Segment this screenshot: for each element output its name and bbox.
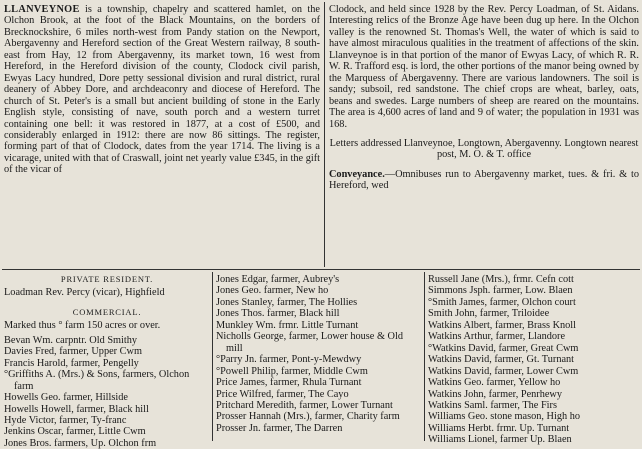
list-item: °Powell Philip, farmer, Middle Cwm	[216, 365, 368, 377]
commercial-note: Marked thus ° farm 150 acres or over.	[4, 320, 161, 332]
list-item: Davies Fred, farmer, Upper Cwm	[4, 346, 142, 358]
list-item: Hyde Victor, farmer, Ty-franc	[4, 414, 127, 426]
list-item: Prosser Hannah (Mrs.), farmer, Charity farm	[216, 411, 400, 423]
list-item: Loadman Rev. Percy (vicar), Highfield	[4, 287, 165, 299]
list-item: Smith John, farmer, Triloidee	[428, 308, 550, 320]
list-item: Williams Geo. stone mason, High ho	[428, 411, 581, 423]
list-item: Bevan Wm. carpntr. Old Smithy	[4, 334, 138, 346]
list-item: °Parry Jn. farmer, Pont-y-Mewdwy	[216, 354, 362, 366]
list-item: Howells Howell, farmer, Black hill	[4, 403, 149, 415]
column-divider-top	[324, 2, 325, 267]
list-item: Watkins David, farmer, Gt. Turnant	[428, 354, 575, 366]
list-item: Jones Bros. farmers, Up. Olchon frm	[4, 437, 157, 449]
list-item: Williams Herbt. frmr. Up. Turnant	[428, 422, 570, 434]
list-item: Watkins Geo. farmer, Yellow ho	[428, 377, 561, 389]
list-item: Williams Lionel, farmer Up. Blaen	[428, 434, 572, 446]
residents-column-3	[428, 274, 640, 446]
commercial-heading: COMMERCIAL.	[72, 306, 142, 317]
description-paragraph	[4, 4, 320, 176]
list-item: Jones Geo. farmer, New ho	[216, 285, 329, 297]
list-item: Jones Edgar, farmer, Aubrey's	[216, 274, 340, 285]
list-item: Howells Geo. farmer, Hillside	[4, 392, 128, 404]
description-right-column	[329, 4, 639, 192]
conveyance-label: Conveyance.	[329, 168, 385, 180]
list-item: Russell Jane (Mrs.), frmr. Cefn cott	[428, 274, 574, 285]
list-item: Nicholls George, farmer, Lower house & Old mill	[216, 331, 403, 354]
list-item: Watkins John, farmer, Penrhewy	[428, 388, 563, 400]
column-divider-2	[424, 272, 425, 441]
letters-line: Letters addressed Llanveynoe, Longtown, Abergavenny. Longtown nearest post, M. O. & T. office	[329, 137, 639, 161]
private-heading: PRIVATE RESIDENT.	[60, 274, 154, 284]
list-item: Jones Thos. farmer, Black hill	[216, 308, 340, 320]
list-item: Jones Stanley, farmer, The Hollies	[216, 296, 358, 308]
list-item: Watkins Albert, farmer, Brass Knoll	[428, 319, 577, 331]
list-item: °Smith James, farmer, Olchon court	[428, 296, 576, 308]
residents-column-2	[216, 274, 422, 434]
list-item: °Watkins David, farmer, Great Cwm	[428, 342, 579, 354]
list-item: Jenkins Oscar, farmer, Little Cwm	[4, 426, 146, 438]
description-left-column	[4, 4, 320, 176]
place-name: LLANVEYNOE	[4, 4, 80, 15]
list-item: Price James, farmer, Rhula Turnant	[216, 377, 362, 389]
list-item: Simmons Jsph. farmer, Low. Blaen	[428, 285, 573, 297]
column-divider-1	[212, 272, 213, 441]
conveyance-text: —Omnibuses run to Abergavenny market, tues. & fri. & to Hereford, wed	[329, 168, 639, 192]
list-item: Francis Harold, farmer, Pengelly	[4, 357, 139, 369]
list-item: °Griffiths A. (Mrs.) & Sons, farmers, Olchon farm	[4, 369, 190, 392]
section-rule	[2, 269, 640, 270]
residents-column-1	[4, 274, 210, 449]
list-item: Munkley Wm. frmr. Little Turnant	[216, 319, 359, 331]
list-item: Prosser Jn. farmer, The Darren	[216, 422, 343, 434]
list-item: Pritchard Meredith, farmer, Lower Turnant	[216, 399, 393, 411]
description-left-text: is a township, chapelry and scattered hamlet, on the Olchon Brook, at the foot of the Black Mountains, on the borders of Brecknockshire, 6 miles north-west from Pandy station on the Newport, Abergavenny and Hereford section of the Great Western railway, 8 south-east from Hay, 12 from Abergavenny, its market town, 16 west from Hereford, in the Hereford division of the county, Clodock civil parish, Ewyas Lacy hundred, Dore petty sessional division and rural district, rural deanery of Abbey Dore, and archdeaconry and diocese of Hereford. The church of St. Peter's is a small but ancient building of stone in the Early English style, consisting of nave, south porch and a western turret containing one bell: it was restored in 1877, at a cost of £500, and considerably enlarged in 1912: there are now 86 sittings. The register, forming part of that of Clodock, dates from the year 1714. The living is a vicarage, united with that of Craswall, joint net yearly value £345, in the gift of the vicar of	[4, 4, 320, 176]
description-right-text: Clodock, and held since 1928 by the Rev. Percy Loadman, of St. Aidans. Interesting relics of the Bronze Age have been dug up here. In the Olchon valley is the renowned St. Thomas's Well, the water of which is said to have almost miraculous qualities in the treatment of affections of the skin. Llanveynoe is in that portion of the manor of Ewyas Lacy, of which R. R. W. R. Trafford esq. is lord, the other portions of the manor being owned by the Marquess of Abergavenny. There are various landowners. The soil is sandy; subsoil, red sandstone. The chief crops are wheat, barley, oats, beans and swedes. Large numbers of sheep are reared on the mountains. The area is 4,600 acres of land and 9 of water; the population in 1931 was 168.	[329, 4, 639, 130]
list-item: Price Wilfred, farmer, The Cayo	[216, 388, 349, 400]
list-item: Watkins Saml. farmer, The Firs	[428, 399, 557, 411]
list-item: Watkins Arthur, farmer, Llandore	[428, 331, 566, 343]
list-item: Watkins David, farmer, Lower Cwm	[428, 365, 579, 377]
